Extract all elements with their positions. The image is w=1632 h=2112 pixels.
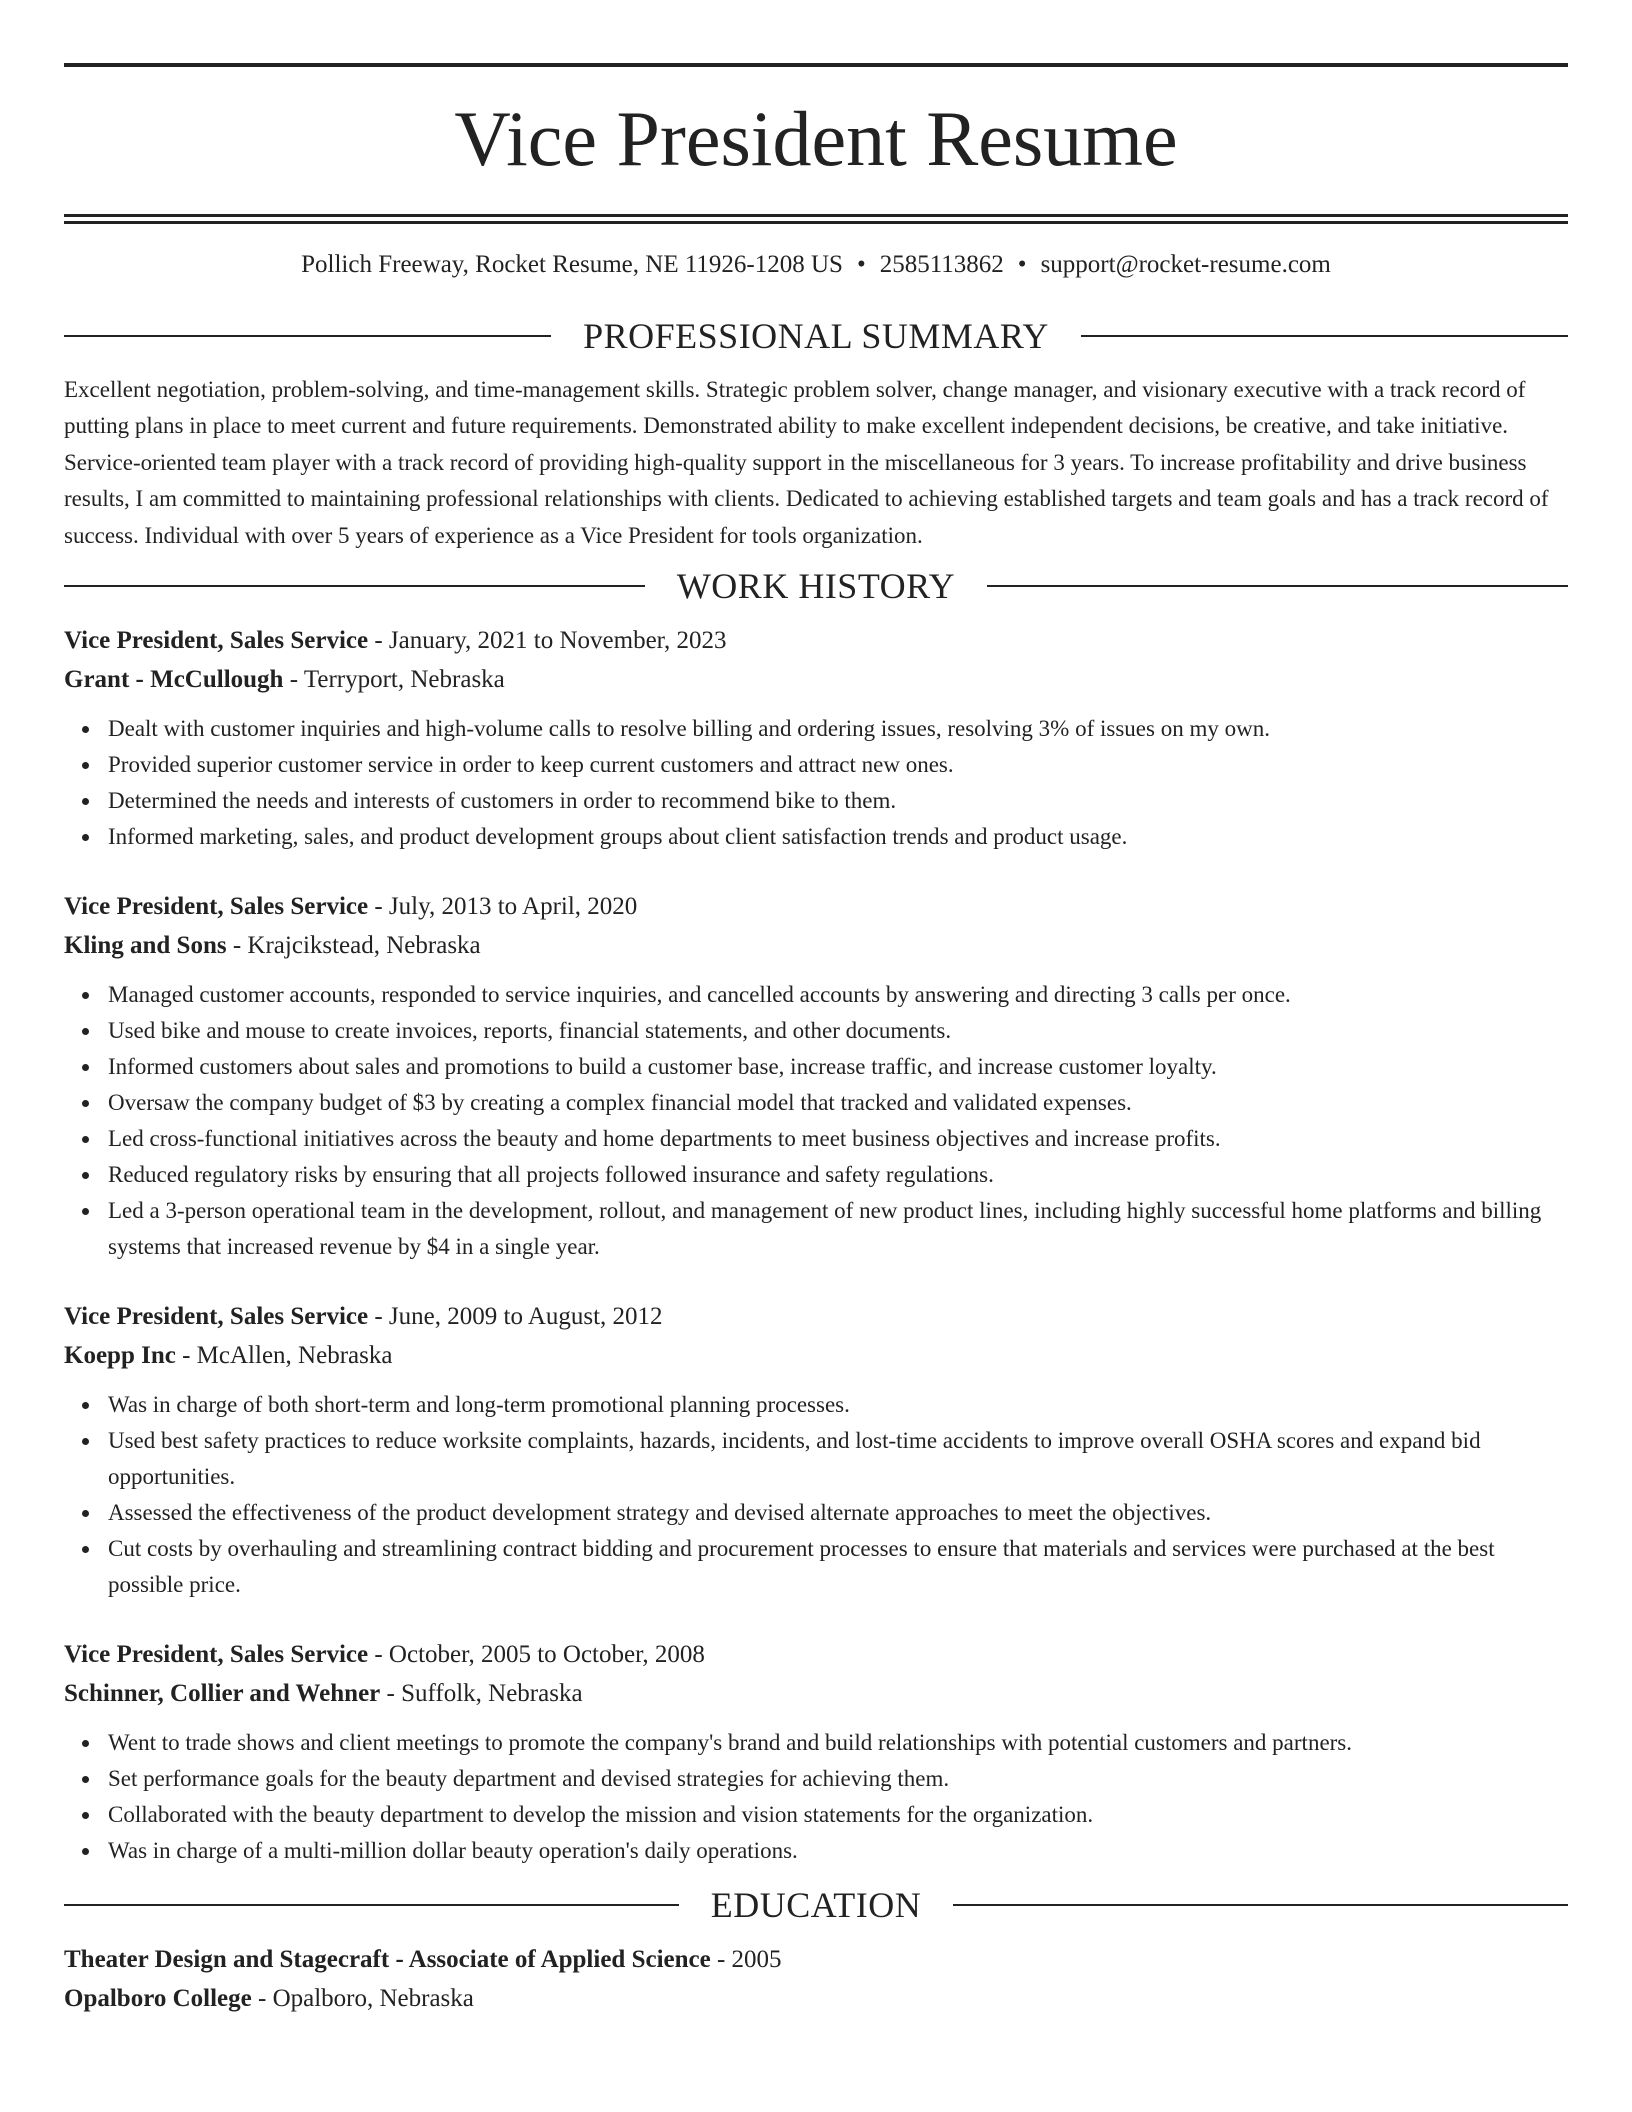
job-bullet: Was in charge of a multi-million dollar beauty operation's daily operations.	[108, 1833, 1568, 1869]
dash: -	[368, 893, 389, 921]
summary-text: Excellent negotiation, problem-solving, and time-management skills. Strategic problem solver, change manager, and visionary executive with a track record of putting plans in place to meet current and future requirements. Demonstrated ability to make excellent independent decisions, be creative, and take initiative. Service-oriented team player with a track record of providing high-quality support in the miscellaneous for 3 years. To increase profitability and drive business results, I am committed to maintaining professional relationships with clients. Dedicated to achieving established targets and team goals and has a track record of success. Individual with over 5 years of experience as a Vice President for tools organization.	[64, 377, 1549, 548]
contact-line	[64, 250, 1568, 280]
job-company: Koepp Inc	[64, 1342, 176, 1370]
job-title: Vice President, Sales Service	[64, 893, 369, 921]
job-bullet: Was in charge of both short-term and long-term promotional planning processes.	[108, 1387, 1568, 1423]
dash: -	[175, 1342, 197, 1370]
heading-rule-left	[64, 585, 645, 587]
job-bullet: Managed customer accounts, responded to service inquiries, and cancelled accounts by answering and directing 3 calls per once.	[108, 977, 1568, 1013]
job-company-line	[64, 660, 1568, 699]
job-dates: July, 2013 to April, 2020	[388, 893, 638, 921]
dash: -	[226, 932, 248, 960]
job-bullet: Provided superior customer service in order to keep current customers and attract new ones.	[108, 747, 1568, 783]
job-bullet-list	[64, 977, 1568, 1265]
contact-separator: •	[856, 251, 866, 278]
section-heading-work-history	[64, 566, 1568, 606]
job-entry	[64, 621, 1568, 855]
job-bullet: Collaborated with the beauty department to develop the mission and vision statements for the organization.	[108, 1797, 1568, 1833]
job-bullet: Determined the needs and interests of customers in order to recommend bike to them.	[108, 783, 1568, 819]
job-title-line	[64, 1297, 1568, 1336]
job-title: Vice President, Sales Service	[64, 1641, 369, 1669]
dash: -	[380, 1680, 402, 1708]
heading-rule-right	[1081, 335, 1568, 337]
job-title: Vice President, Sales Service	[64, 627, 369, 655]
job-bullet-list	[64, 1387, 1568, 1603]
section-heading-label: WORK HISTORY	[676, 566, 956, 607]
job-bullet: Oversaw the company budget of $3 by creating a complex financial model that tracked and validated expenses.	[108, 1085, 1568, 1121]
dash: -	[283, 666, 304, 694]
dash: -	[368, 1303, 389, 1331]
title-double-rule	[64, 214, 1568, 224]
education-location: Opalboro, Nebraska	[272, 1985, 474, 2013]
job-title-line	[64, 1635, 1568, 1674]
job-bullet: Dealt with customer inquiries and high-volume calls to resolve billing and ordering issues, resolving 3% of issues on my own.	[108, 711, 1568, 747]
heading-rule-left	[64, 335, 551, 337]
job-bullet: Set performance goals for the beauty department and devised strategies for achieving them.	[108, 1761, 1568, 1797]
job-company-line	[64, 926, 1568, 965]
section-heading-summary	[64, 316, 1568, 356]
job-company: Grant - McCullough	[64, 666, 284, 694]
job-company-line	[64, 1674, 1568, 1713]
job-dates: June, 2009 to August, 2012	[388, 1303, 663, 1331]
job-company: Schinner, Collier and Wehner	[64, 1680, 381, 1708]
job-dates: October, 2005 to October, 2008	[388, 1641, 705, 1669]
job-entry	[64, 1635, 1568, 1869]
job-dates: January, 2021 to November, 2023	[388, 627, 727, 655]
dash: -	[368, 627, 389, 655]
education-entry	[64, 1940, 1568, 2018]
job-bullet: Used bike and mouse to create invoices, reports, financial statements, and other documents.	[108, 1013, 1568, 1049]
job-location: McAllen, Nebraska	[196, 1342, 393, 1370]
job-location: Krajcikstead, Nebraska	[247, 932, 481, 960]
dash: -	[368, 1641, 389, 1669]
education-year: 2005	[731, 1946, 782, 1974]
resume-title: Vice President Resume	[454, 95, 1178, 182]
job-bullet: Led cross-functional initiatives across the beauty and home departments to meet business objectives and increase profits.	[108, 1121, 1568, 1157]
job-bullet: Led a 3-person operational team in the development, rollout, and management of new product lines, including highly successful home platforms and billing systems that increased revenue by $4 in a single year.	[108, 1193, 1568, 1265]
job-bullet-list	[64, 1725, 1568, 1869]
top-rule	[64, 63, 1568, 67]
job-entry	[64, 887, 1568, 1265]
heading-rule-right	[987, 585, 1568, 587]
contact-separator: •	[1017, 251, 1027, 278]
resume-page	[64, 0, 1568, 2018]
contact-email: support@rocket-resume.com	[1040, 251, 1331, 278]
job-bullet: Informed customers about sales and promotions to build a customer base, increase traffic, and increase customer loyalty.	[108, 1049, 1568, 1085]
job-bullet: Cut costs by overhauling and streamlining contract bidding and procurement processes to ensure that materials and services were purchased at the best possible price.	[108, 1531, 1568, 1603]
education-degree: Theater Design and Stagecraft - Associate of Applied Science	[64, 1946, 711, 1974]
contact-address: Pollich Freeway, Rocket Resume, NE 11926-1208 US	[301, 251, 843, 278]
job-bullet: Used best safety practices to reduce worksite complaints, hazards, incidents, and lost-time accidents to improve overall OSHA scores and expand bid opportunities.	[108, 1423, 1568, 1495]
section-heading-label: PROFESSIONAL SUMMARY	[583, 316, 1049, 356]
heading-rule-left	[64, 1904, 679, 1906]
dash: -	[710, 1946, 732, 1974]
job-location: Suffolk, Nebraska	[401, 1680, 583, 1708]
contact-phone: 2585113862	[879, 251, 1004, 278]
education-school: Opalboro College	[64, 1985, 252, 2013]
section-heading-label: EDUCATION	[710, 1885, 922, 1926]
heading-rule-right	[953, 1904, 1568, 1906]
education-school-line	[64, 1979, 1568, 2018]
job-bullet: Informed marketing, sales, and product development groups about client satisfaction trends and product usage.	[108, 819, 1568, 855]
job-company: Kling and Sons	[64, 932, 227, 960]
job-title-line	[64, 621, 1568, 660]
job-bullet: Assessed the effectiveness of the product development strategy and devised alternate approaches to meet the objectives.	[108, 1495, 1568, 1531]
job-title: Vice President, Sales Service	[64, 1303, 369, 1331]
dash: -	[251, 1985, 273, 2013]
job-company-line	[64, 1336, 1568, 1375]
education-degree-line	[64, 1940, 1568, 1979]
job-bullet: Reduced regulatory risks by ensuring that all projects followed insurance and safety regulations.	[108, 1157, 1568, 1193]
section-heading-education	[64, 1885, 1568, 1925]
job-bullet: Went to trade shows and client meetings to promote the company's brand and build relationships with potential customers and partners.	[108, 1725, 1568, 1761]
job-location: Terryport, Nebraska	[303, 666, 505, 694]
job-title-line	[64, 887, 1568, 926]
job-entry	[64, 1297, 1568, 1603]
job-bullet-list	[64, 711, 1568, 855]
